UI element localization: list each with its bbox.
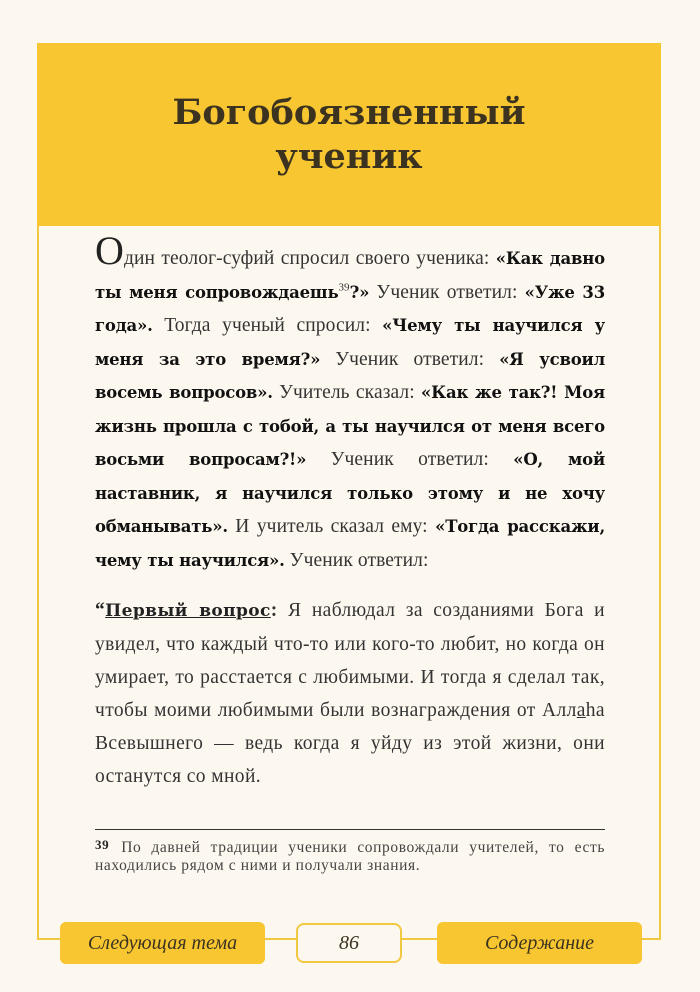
next-topic-button[interactable]: Следующая тема bbox=[60, 922, 265, 964]
quote-mark: “ bbox=[95, 600, 106, 621]
text-segment: Я наблюдал за созданиями Бога и увидел, что каждый что-то или кого-то любит, но когда он умирает, то расстается с любимыми. И тогда я сделал так, чтобы моими любимыми были вознаграждения от Алл bbox=[95, 600, 605, 721]
bold-segment: «Как же так?! Моя жизнь прошла с тобой, а ты научился от меня всего восьми вопросам?!» bbox=[95, 383, 605, 469]
label-colon: : bbox=[270, 600, 278, 621]
bold-segment: «О, мой наставник, я научился только этому и не хочу обманывать». bbox=[95, 450, 605, 536]
text-segment: Ученик ответил: bbox=[369, 281, 525, 303]
text-segment: Тогда ученый спросил: bbox=[152, 315, 383, 336]
footnote-divider bbox=[95, 829, 605, 830]
page-number: 86 bbox=[296, 923, 402, 963]
first-question-label: Первый вопрос bbox=[105, 601, 271, 621]
text-segment: Ученик ответил: bbox=[306, 449, 514, 470]
bold-segment: «Я усвоил восемь вопросов». bbox=[95, 349, 606, 402]
text-segment: Учитель сказал: bbox=[272, 382, 422, 403]
title-banner bbox=[37, 43, 661, 226]
footnote-text: По давней традиции ученики сопровождали учителей, то есть находились рядом с ними и получали знания. bbox=[95, 839, 605, 874]
bold-segment: ?» bbox=[349, 282, 370, 302]
page-title-line-2: ученик bbox=[275, 135, 423, 177]
bold-segment: «Чему ты научился у меня за это время?» bbox=[95, 316, 605, 369]
bold-segment: «Тогда расскажи, чему ты научился». bbox=[95, 517, 605, 570]
drop-cap: О bbox=[95, 228, 124, 273]
page-title bbox=[172, 91, 525, 179]
page-title-line-1: Богобоязненный bbox=[172, 91, 526, 133]
underlined-letter: а bbox=[576, 700, 586, 721]
bold-segment: «Уже 33 года». bbox=[95, 282, 605, 335]
text-segment: hа Всевышнего — ведь когда я уйду из этой жизни, они останутся со мной. bbox=[95, 700, 605, 787]
footnote-ref[interactable]: 39 bbox=[338, 281, 350, 293]
text-segment: Ученик ответил: bbox=[320, 348, 500, 370]
bold-segment: «Как давно ты меня сопровождаешь bbox=[95, 249, 605, 302]
contents-button[interactable]: Содержание bbox=[437, 922, 642, 964]
first-question-paragraph bbox=[95, 594, 605, 793]
text-segment: дин теолог-суфий спросил своего ученика: bbox=[124, 248, 496, 269]
footnote bbox=[95, 836, 605, 875]
footnote-number: 39 bbox=[95, 837, 110, 852]
story-paragraph bbox=[95, 228, 606, 577]
text-segment: Ученик ответил: bbox=[284, 549, 429, 571]
text-segment: И учитель сказал ему: bbox=[227, 516, 436, 537]
